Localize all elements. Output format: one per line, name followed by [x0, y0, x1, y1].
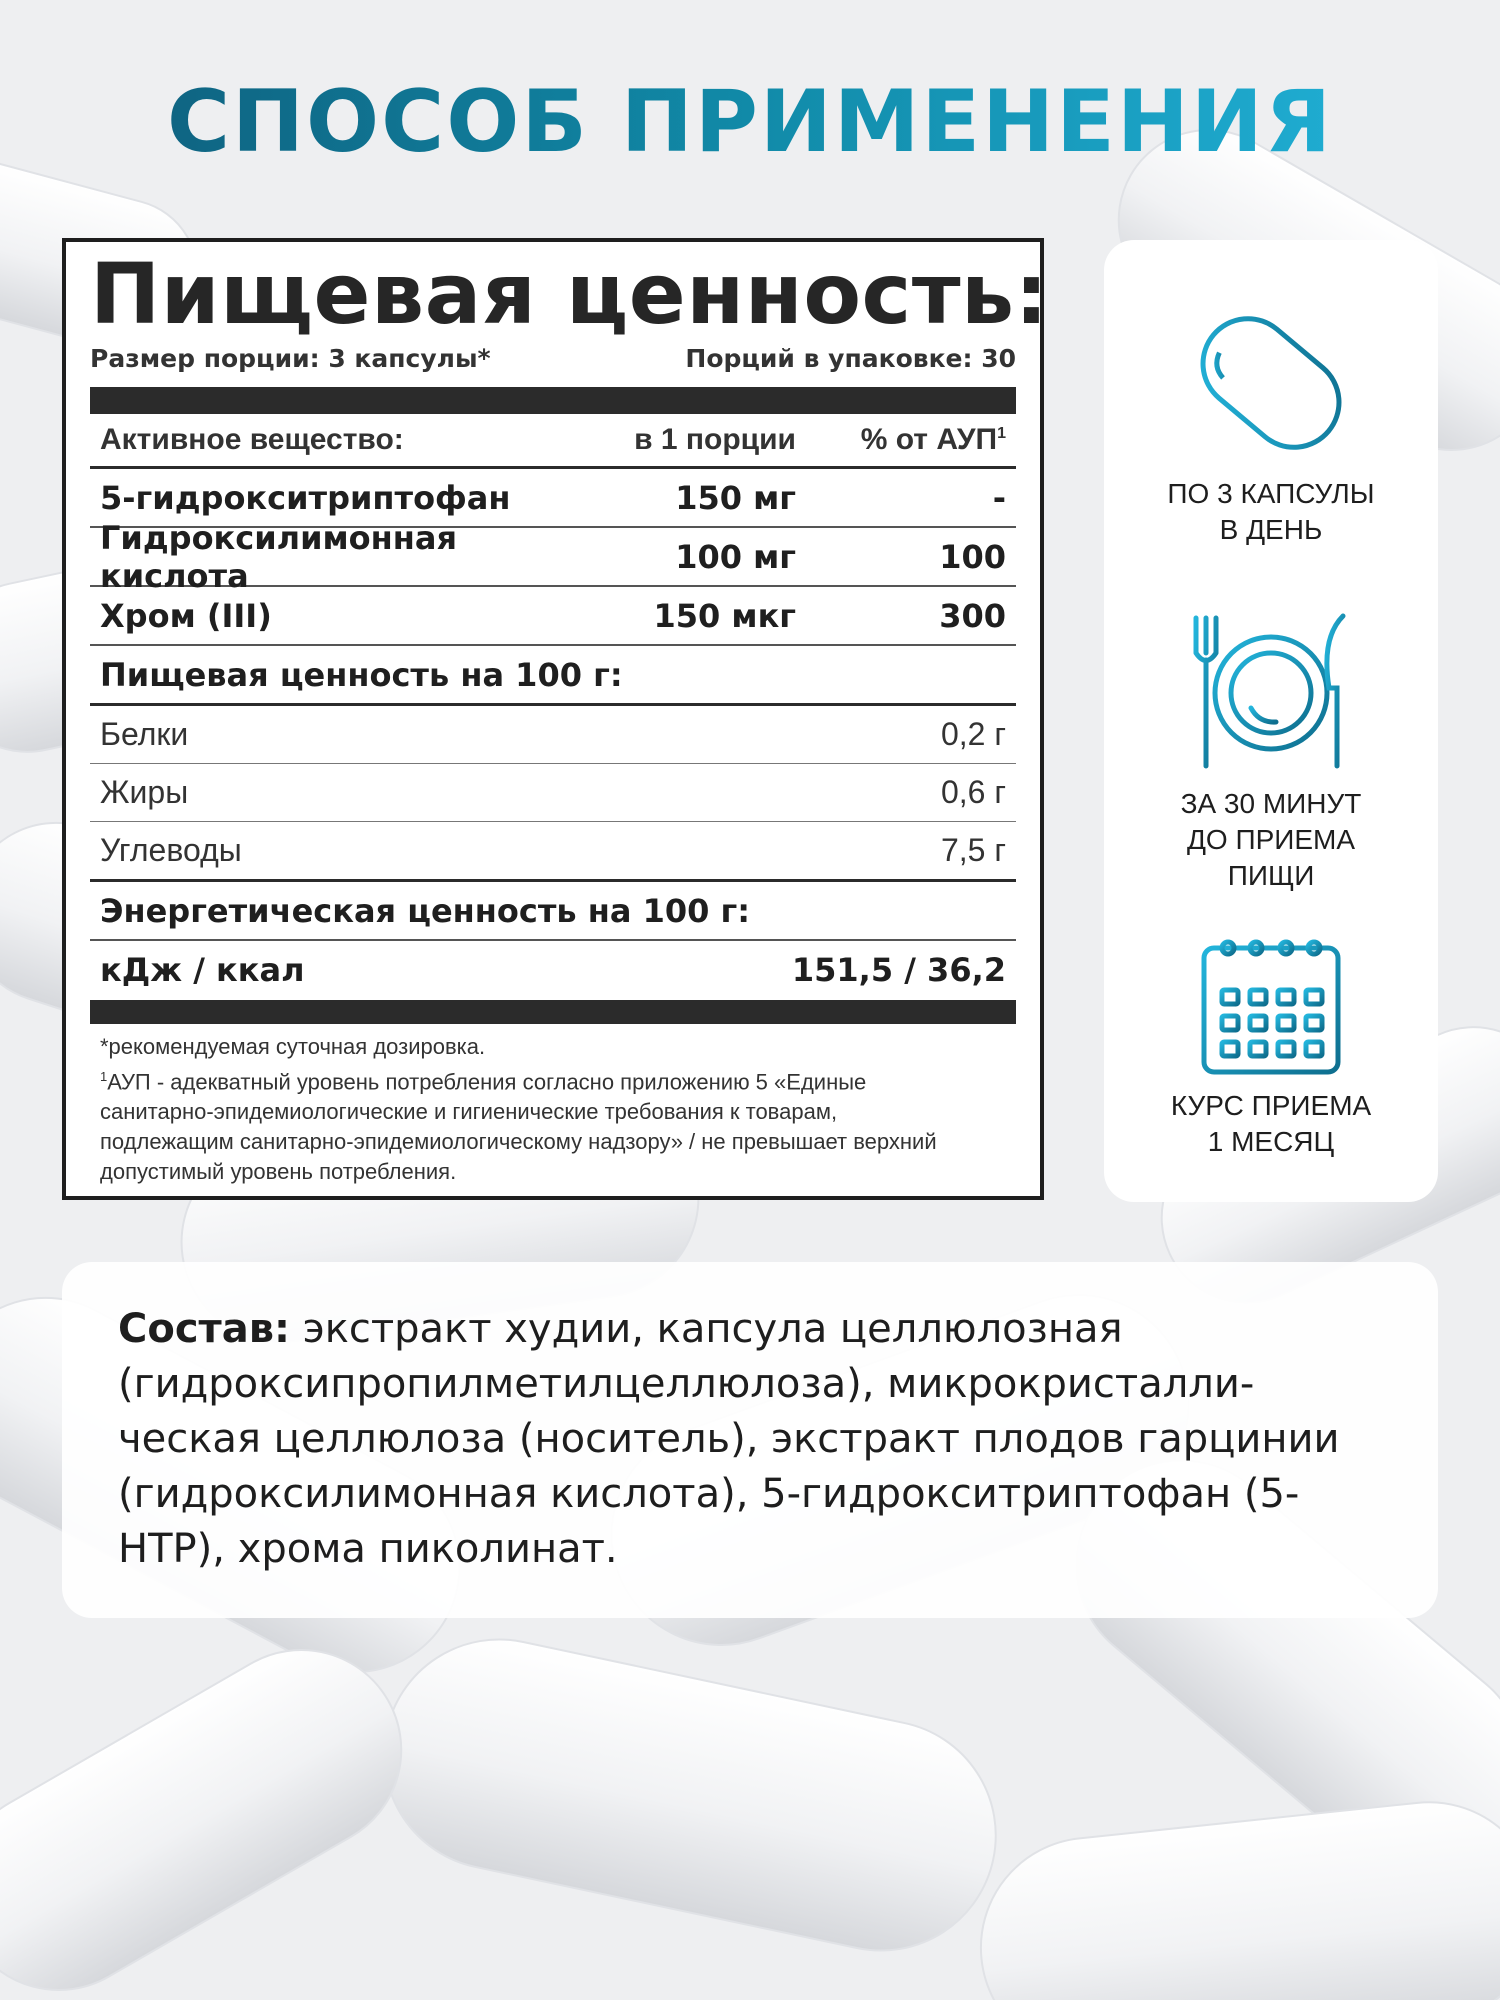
serving-size: Размер порции: 3 капсулы*	[90, 344, 491, 373]
nutrition-title: Пищевая ценность:	[90, 245, 1049, 343]
row-name: Гидроксилимонная кислота	[100, 518, 458, 595]
row-value: 7,5 г	[940, 832, 1006, 868]
row-name: Углеводы	[100, 832, 242, 868]
footnote-sup: 1	[100, 1069, 108, 1084]
footnote-line	[100, 1062, 1016, 1097]
page-title: СПОСОБ ПРИМЕНЕНИЯ	[0, 72, 1500, 172]
header-per-serving: в 1 порции	[634, 423, 796, 456]
serving-info-row	[90, 344, 1016, 373]
row-percent: 300	[939, 596, 1006, 635]
row-name: 5-гидрокситриптофан	[100, 478, 511, 517]
table-row	[90, 587, 1016, 646]
header-percent-sup: 1	[997, 425, 1006, 442]
table-row	[90, 822, 1016, 882]
usage-text: КУРС ПРИЕМА 1 МЕСЯЦ	[1170, 1090, 1372, 1157]
row-value: 151,5 / 36,2	[791, 950, 1006, 989]
composition-text	[118, 1302, 1382, 1577]
footnotes	[90, 1032, 1016, 1187]
footnote-text: АУП - адекватный уровень потребления согласно приложению 5 «Единые	[107, 1069, 867, 1095]
composition-label: Состав:	[118, 1306, 291, 1352]
divider-bar	[90, 387, 1016, 414]
calendar-icon	[1196, 930, 1346, 1080]
composition-card	[62, 1262, 1438, 1618]
table-row	[90, 764, 1016, 822]
per100-title-text: Пищевая ценность на 100 г:	[100, 655, 623, 694]
row-value: 0,2 г	[940, 716, 1006, 752]
usage-item-course	[1104, 930, 1438, 1160]
usage-text: ЗА 30 МИНУТ ДО ПРИЕМА ПИЩИ	[1180, 788, 1362, 891]
row-name: Хром (III)	[100, 596, 272, 635]
energy-title-text: Энергетическая ценность на 100 г:	[100, 891, 751, 930]
servings-per-pack: Порций в упаковке: 30	[685, 344, 1016, 373]
footnote-line: допустимый уровень потребления.	[100, 1159, 457, 1185]
row-name: Белки	[100, 716, 189, 752]
table-row	[90, 941, 1016, 998]
footnote-line: санитарно-эпидемиологические и гигиенические требования к товарам,	[100, 1099, 838, 1125]
divider-bar	[90, 1000, 1016, 1024]
capsule-icon	[1186, 298, 1356, 468]
usage-card	[1104, 240, 1438, 1202]
table-row	[90, 518, 1016, 595]
energy-section-title	[90, 882, 1016, 941]
table-row	[90, 706, 1016, 764]
header-percent-label: % от АУП	[860, 423, 998, 456]
usage-item-dose	[1104, 298, 1438, 548]
per100-section-title	[90, 646, 1016, 706]
footnote-line: *рекомендуемая суточная дозировка.	[100, 1034, 486, 1059]
table-header	[90, 414, 1016, 469]
usage-item-timing	[1104, 598, 1438, 894]
row-name: Жиры	[100, 774, 189, 810]
row-percent: -	[992, 478, 1006, 517]
row-dose: 100 мг	[675, 537, 796, 576]
row-dose: 150 мкг	[653, 596, 796, 635]
row-value: 0,6 г	[940, 774, 1006, 810]
usage-text: ПО 3 КАПСУЛЫ В ДЕНЬ	[1167, 478, 1375, 545]
row-name: кДж / ккал	[100, 950, 305, 989]
header-percent	[796, 423, 1006, 457]
row-percent: 100	[939, 537, 1006, 576]
plate-cutlery-icon	[1181, 598, 1361, 778]
footnote-line: подлежащим санитарно-эпидемиологическому надзору» / не превышает верхний	[100, 1129, 937, 1155]
header-substance: Активное вещество:	[100, 423, 404, 456]
nutrition-facts-panel	[62, 238, 1049, 1200]
composition-body: экстракт худии, капсула целлюлозная (гидроксипропилметилцеллюлоза), микрокристалли-ческая целлюлоза (носитель), экстракт плодов гарцинии (гидроксилимонная кислота), 5-гидрокситриптофан (5-HTP), хрома пиколинат.	[118, 1306, 1340, 1572]
row-dose: 150 мг	[675, 478, 796, 517]
